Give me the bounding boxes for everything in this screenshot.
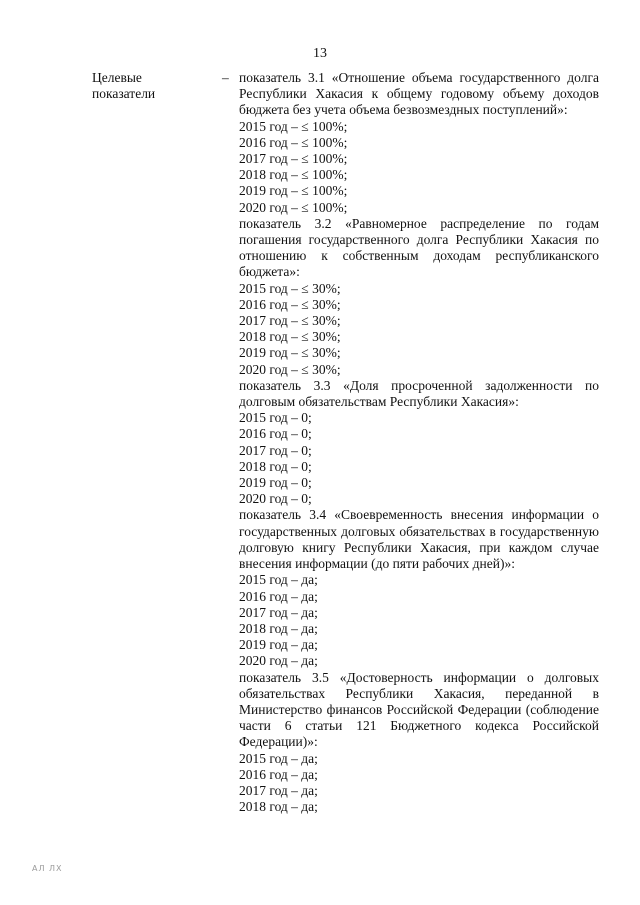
year-target: 2016 год – да;: [239, 766, 318, 782]
section-label-line: показатели: [92, 86, 156, 102]
year-target: 2019 год – 0;: [239, 475, 312, 491]
year-target: 2018 год – ≤ 30%;: [239, 329, 341, 345]
year-target: 2018 год – да;: [239, 620, 318, 636]
indicator-3-5: [239, 670, 599, 816]
year-target: 2020 год – да;: [239, 653, 318, 669]
indicator-description: показатель 3.1 «Отношение объема государственного долга Республики Хакасия к общему годовому объему доходов бюджета без учета объема безвозмездных поступлений»:: [239, 70, 599, 118]
year-target: 2017 год – 0;: [239, 442, 312, 458]
year-target: 2018 год – ≤ 100%;: [239, 167, 348, 183]
year-target: 2015 год – да;: [239, 572, 318, 588]
page-number: 13: [313, 46, 327, 61]
year-target: 2016 год – да;: [239, 588, 318, 604]
indicator-description: показатель 3.2 «Равномерное распределение по годам погашения государственного долга Республики Хакасия по отношению к собственным доходам республиканского бюджета»:: [239, 215, 599, 280]
year-target: 2015 год – 0;: [239, 410, 312, 426]
indicator-description: показатель 3.4 «Своевременность внесения информации о государственных долговых обязательствах в государственную долговую книгу Республики Хакасия, при каждом случае внесения информации (до пяти рабочих дней)»:: [239, 507, 599, 572]
year-target: 2017 год – да;: [239, 782, 318, 798]
year-target: 2017 год – ≤ 100%;: [239, 151, 348, 167]
year-target: 2017 год – ≤ 30%;: [239, 313, 341, 329]
indicator-description: показатель 3.3 «Доля просроченной задолженности по долговым обязательствам Республики Хакасия»:: [239, 377, 599, 410]
year-target: 2020 год – 0;: [239, 491, 312, 507]
indicator-3-1: [239, 70, 599, 216]
year-target: 2016 год – ≤ 100%;: [239, 134, 348, 150]
indicator-3-3: [239, 378, 599, 508]
year-target: 2020 год – ≤ 30%;: [239, 361, 341, 377]
footer-mark: АЛ ЛХ: [32, 864, 63, 873]
year-target: 2018 год – 0;: [239, 458, 312, 474]
indicator-3-4: [239, 507, 599, 669]
year-target: 2020 год – ≤ 100%;: [239, 199, 348, 215]
year-target: 2015 год – ≤ 30%;: [239, 280, 341, 296]
year-target: 2019 год – ≤ 30%;: [239, 345, 341, 361]
year-target: 2015 год – да;: [239, 750, 318, 766]
year-target: 2018 год – да;: [239, 799, 318, 815]
year-target: 2016 год – 0;: [239, 426, 312, 442]
section-label-line: Целевые: [92, 70, 142, 85]
year-target: 2017 год – да;: [239, 604, 318, 620]
indicator-3-2: [239, 216, 599, 378]
section-label: [92, 70, 202, 102]
year-target: 2019 год – ≤ 100%;: [239, 183, 348, 199]
year-target: 2015 год – ≤ 100%;: [239, 118, 348, 134]
indicator-description: показатель 3.5 «Достоверность информации о долговых обязательствах Республики Хакасия, переданной в Министерство финансов Российской Федерации (соблюдение части 6 статьи 121 Бюджетного кодекса Российской Федерации)»:: [239, 669, 599, 750]
year-target: 2019 год – да;: [239, 637, 318, 653]
list-dash: –: [222, 70, 229, 85]
indicator-list: [239, 70, 599, 815]
year-target: 2016 год – ≤ 30%;: [239, 296, 341, 312]
